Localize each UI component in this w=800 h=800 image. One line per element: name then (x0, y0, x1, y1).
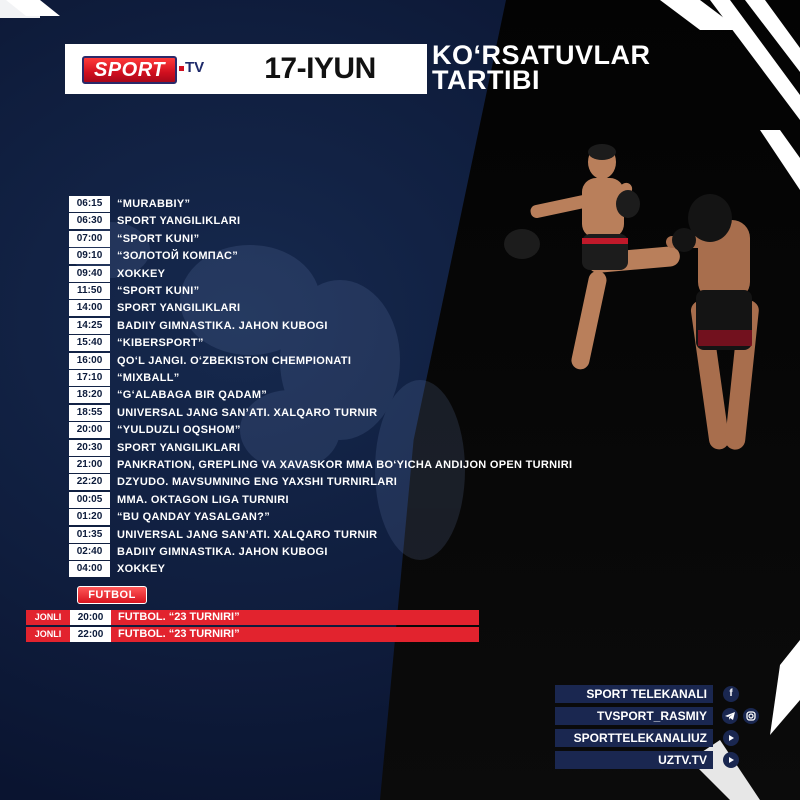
schedule-row (69, 527, 629, 543)
live-program: FUTBOL. “23 TURNIRI” (118, 611, 240, 623)
schedule-program: “SPORT KUNI” (117, 232, 200, 245)
schedule-program: “BU QANDAY YASALGAN?” (117, 511, 270, 524)
schedule-row (69, 440, 629, 456)
schedule-time: 09:40 (69, 266, 110, 282)
schedule-time: 20:00 (69, 422, 110, 438)
schedule-row (69, 457, 629, 473)
schedule-program: “ЗОЛОТОЙ КОМПАС” (117, 250, 239, 263)
schedule-row (69, 231, 629, 247)
schedule-time: 06:15 (69, 196, 110, 212)
schedule-row (69, 266, 629, 282)
schedule-program: XOKKEY (117, 563, 166, 576)
schedule-time: 22:20 (69, 474, 110, 490)
live-tag: JONLI (34, 612, 62, 622)
telegram-icon[interactable] (722, 708, 738, 724)
schedule-row (69, 213, 629, 229)
schedule-row (69, 422, 629, 438)
schedule-row (69, 370, 629, 386)
logo-sport-text: SPORT (82, 56, 177, 84)
schedule-row (69, 318, 629, 334)
schedule-program: DZYUDO. MAVSUMNING ENG YAXSHI TURNIRLARI (117, 476, 398, 489)
schedule-row (69, 353, 629, 369)
schedule-program: “SPORT KUNI” (117, 285, 200, 297)
schedule-row (69, 300, 629, 316)
schedule-time: 06:30 (69, 213, 110, 229)
schedule-title-line1: KO‘RSATUVLAR (432, 40, 651, 70)
schedule-row (69, 492, 629, 508)
schedule-row (69, 405, 629, 421)
schedule-program: BADIIY GIMNASTIKA. JAHON KUBOGI (117, 319, 328, 332)
schedule-program: “MIXBALL” (117, 372, 180, 384)
schedule-program: “KIBERSPORT” (117, 337, 204, 350)
schedule-time: 11:50 (69, 283, 110, 299)
schedule-program: BADIIY GIMNASTIKA. JAHON KUBOGI (117, 546, 328, 558)
schedule-program: UNIVERSAL JANG SAN’ATI. XALQARO TURNIR (117, 528, 378, 541)
schedule-time: 01:35 (69, 527, 110, 543)
schedule-title-line2: TARTIBI (432, 65, 540, 95)
schedule-row (69, 335, 629, 351)
schedule-time: 15:40 (69, 335, 110, 351)
instagram-icon[interactable] (743, 708, 759, 724)
logo-dot (179, 66, 184, 71)
schedule-time: 09:10 (69, 248, 110, 264)
facebook-icon[interactable]: f (723, 686, 739, 702)
schedule-time: 01:20 (69, 509, 110, 525)
schedule-time: 14:00 (69, 300, 110, 316)
schedule-time: 20:30 (69, 440, 110, 456)
social-tvsport-rasmiy[interactable]: TVSPORT_RASMIY (555, 707, 713, 725)
live-row (26, 610, 479, 625)
schedule-program: “MURABBIY” (117, 198, 191, 210)
date-title: 17-IYUN (264, 52, 376, 85)
schedule-program: “G‘ALABAGA BIR QADAM” (117, 389, 268, 402)
schedule-time: 17:10 (69, 370, 110, 386)
social-sport-telekanali[interactable]: SPORT TELEKANALI (555, 685, 713, 703)
schedule-time: 00:05 (69, 492, 110, 508)
futbol-badge: FUTBOL (77, 586, 147, 604)
youtube-icon[interactable] (723, 730, 739, 746)
live-program: FUTBOL. “23 TURNIRI” (118, 628, 240, 640)
schedule-row (69, 561, 629, 577)
logo-tv-text: TV (185, 59, 205, 76)
schedule-title (432, 40, 732, 95)
live-tag: JONLI (34, 629, 62, 639)
live-time: 20:00 (70, 610, 111, 625)
schedule-program: PANKRATION, GREPLING VA XAVASKOR MMA BO‘YICHA ANDIJON OPEN TURNIRI (117, 459, 573, 471)
schedule-program: XOKKEY (117, 267, 166, 280)
schedule-time: 16:00 (69, 353, 110, 369)
schedule-row (69, 387, 629, 403)
schedule-time: 07:00 (69, 231, 110, 247)
schedule-program: SPORT YANGILIKLARI (117, 441, 241, 454)
schedule-program: SPORT YANGILIKLARI (117, 215, 241, 228)
schedule-row (69, 248, 629, 264)
schedule-program: MMA. OKTAGON LIGA TURNIRI (117, 493, 289, 506)
schedule-program: UNIVERSAL JANG SAN’ATI. XALQARO TURNIR (117, 406, 378, 419)
schedule-time: 21:00 (69, 457, 110, 473)
schedule-time: 18:20 (69, 387, 110, 403)
schedule-row (69, 544, 629, 560)
schedule-program: SPORT YANGILIKLARI (117, 302, 241, 315)
live-time: 22:00 (70, 627, 111, 642)
schedule-time: 14:25 (69, 318, 110, 334)
live-row (26, 627, 479, 642)
social-uztv[interactable]: UZTV.TV (555, 751, 713, 769)
schedule-program: “YULDUZLI OQSHOM” (117, 424, 241, 437)
schedule-row (69, 509, 629, 525)
schedule-row (69, 283, 629, 299)
schedule-row (69, 196, 629, 212)
schedule-row (69, 474, 629, 490)
schedule-time: 18:55 (69, 405, 110, 421)
schedule-time: 04:00 (69, 561, 110, 577)
schedule-program: QO‘L JANGI. O‘ZBEKISTON CHEMPIONATI (117, 354, 352, 367)
schedule-time: 02:40 (69, 544, 110, 560)
youtube-icon[interactable] (723, 752, 739, 768)
social-sporttelekanaliuz[interactable]: SPORTTELEKANALIUZ (555, 729, 713, 747)
sport-tv-logo (82, 56, 205, 84)
